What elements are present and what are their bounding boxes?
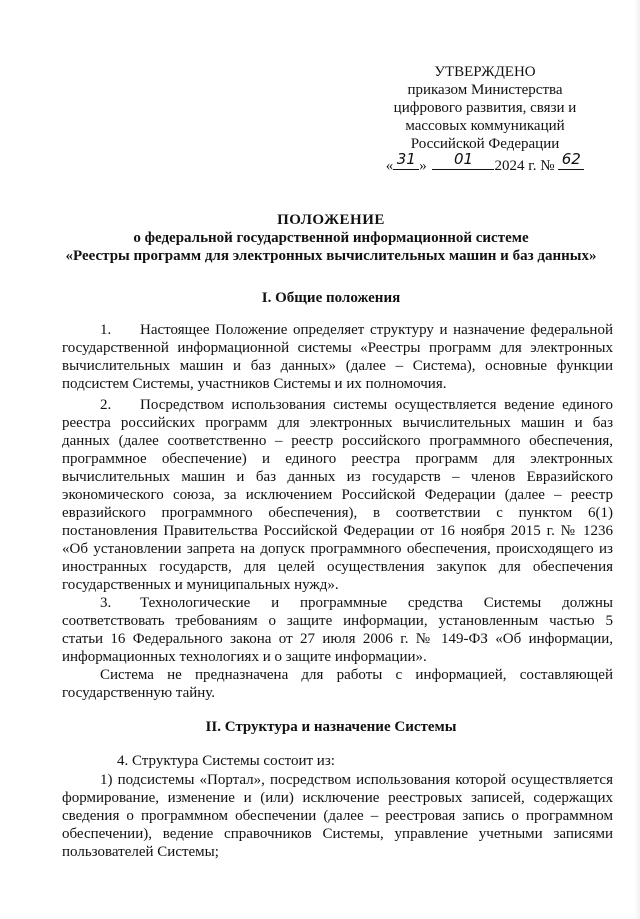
paragraph-line: пользователей Системы; bbox=[62, 844, 219, 860]
paragraph-state-secret bbox=[62, 666, 613, 702]
paragraph-line: формирование, изменение и (или) исключение реестровых записей, содержащих bbox=[62, 790, 613, 806]
approval-ministry-3: Российской Федерации bbox=[410, 136, 560, 152]
date-month: 01 bbox=[453, 150, 474, 168]
order-number: 62 bbox=[561, 150, 581, 168]
approval-ministry-2: массовых коммуникаций bbox=[405, 118, 565, 134]
section-heading-2: II. Структура и назначение Системы bbox=[205, 719, 457, 735]
paragraph-number: 2. bbox=[100, 397, 112, 413]
paragraph-3 bbox=[62, 594, 613, 666]
date-day: 31 bbox=[396, 150, 416, 168]
paragraph-line: 1) подсистемы «Портал», посредством использования которой осуществляется bbox=[100, 772, 613, 788]
paragraph-line: 2. Посредством использования системы осуществляется ведение единого bbox=[100, 397, 613, 413]
document-heading: ПОЛОЖЕНИЕ bbox=[277, 212, 385, 228]
paragraph-line: обеспечении), ведение справочников Системы, управление учетными записями bbox=[62, 826, 613, 842]
paragraph-line: постановления Правительства Российской Федерации от 16 ноября 2015 г. № 1236 bbox=[62, 523, 613, 539]
document-subtitle-1: о федеральной государственной информационной системе bbox=[133, 230, 529, 246]
section-heading-1: I. Общие положения bbox=[261, 290, 401, 306]
scan-edge bbox=[634, 0, 640, 919]
paragraph-line: информационных технологиях и о защите информации». bbox=[62, 649, 427, 665]
paragraph-line: экономического союза, за исключением Российской Федерации (далее – реестр bbox=[62, 487, 613, 503]
paragraph-line: статьи 16 Федерального закона от 27 июля 2006 г. № 149-ФЗ «Об информации, bbox=[62, 631, 613, 647]
paragraph-line: государственную тайну. bbox=[62, 685, 216, 701]
date-day-blank bbox=[393, 150, 419, 170]
approval-ministry-1: цифрового развития, связи и bbox=[393, 100, 577, 116]
paragraph-line: реестра российских программ для электронных вычислительных машин и баз bbox=[62, 415, 613, 431]
paragraph-line: вычислительных машин и баз данных из государств – членов Евразийского bbox=[62, 469, 613, 485]
paragraph-line: вычислительных машин и баз данных» (далее – Система), основные функции bbox=[62, 358, 613, 374]
paragraph-line: соответствовать требованиям о защите информации, установленным частью 5 bbox=[62, 613, 613, 629]
document-subtitle-2: «Реестры программ для электронных вычислительных машин и баз данных» bbox=[65, 248, 597, 264]
paragraph-line: 1. Настоящее Положение определяет структуру и назначение федеральной bbox=[100, 322, 613, 338]
date-open-quote: « bbox=[385, 158, 394, 174]
paragraph-4-1 bbox=[62, 771, 613, 861]
paragraph-line: Система не предназначена для работы с информацией, составляющей bbox=[100, 667, 613, 683]
paragraph-2 bbox=[62, 396, 613, 594]
approval-order: приказом Министерства bbox=[407, 82, 563, 98]
approval-block bbox=[380, 63, 590, 173]
paragraph-line: сведения о программном обеспечении (далее – реестровая запись о программном bbox=[62, 808, 613, 824]
paragraph-line: государственных и муниципальных нужд». bbox=[62, 577, 339, 593]
paragraph-line: 3. Технологические и программные средства Системы должны bbox=[100, 595, 613, 611]
paragraph-line: «Об установлении запрета на допуск программного обеспечения, происходящего из bbox=[62, 541, 613, 557]
approval-title: УТВЕРЖДЕНО bbox=[434, 64, 536, 80]
paragraph-line: иностранных государств, для целей осуществления закупок для обеспечения bbox=[62, 559, 613, 575]
date-month-blank bbox=[432, 150, 494, 170]
order-number-blank bbox=[558, 150, 584, 170]
paragraph-line: государственной информационной системы «Реестры программ для электронных bbox=[62, 340, 613, 356]
date-close-quote: » bbox=[419, 158, 427, 174]
date-year: 2024 г. № bbox=[494, 158, 555, 174]
paragraph-line: данных (далее соответственно – реестр российского программного обеспечения, bbox=[62, 433, 613, 449]
paragraph-number: 1. bbox=[100, 322, 112, 338]
paragraph-1 bbox=[62, 321, 613, 393]
paragraph-4 bbox=[62, 752, 613, 770]
paragraph-number: 3. bbox=[100, 595, 112, 611]
paragraph-line: подсистем Системы, участников Системы и их полномочия. bbox=[62, 376, 447, 392]
paragraph-line: евразийского программного обеспечения), в соответствии с пунктом 6(1) bbox=[62, 505, 613, 521]
document-title-block bbox=[40, 211, 622, 265]
approval-date-line bbox=[380, 150, 590, 174]
paragraph-line: 4. Структура Системы состоит из: bbox=[117, 753, 335, 769]
paragraph-line: программное обеспечение) и единого реестра программ для электронных bbox=[62, 451, 613, 467]
